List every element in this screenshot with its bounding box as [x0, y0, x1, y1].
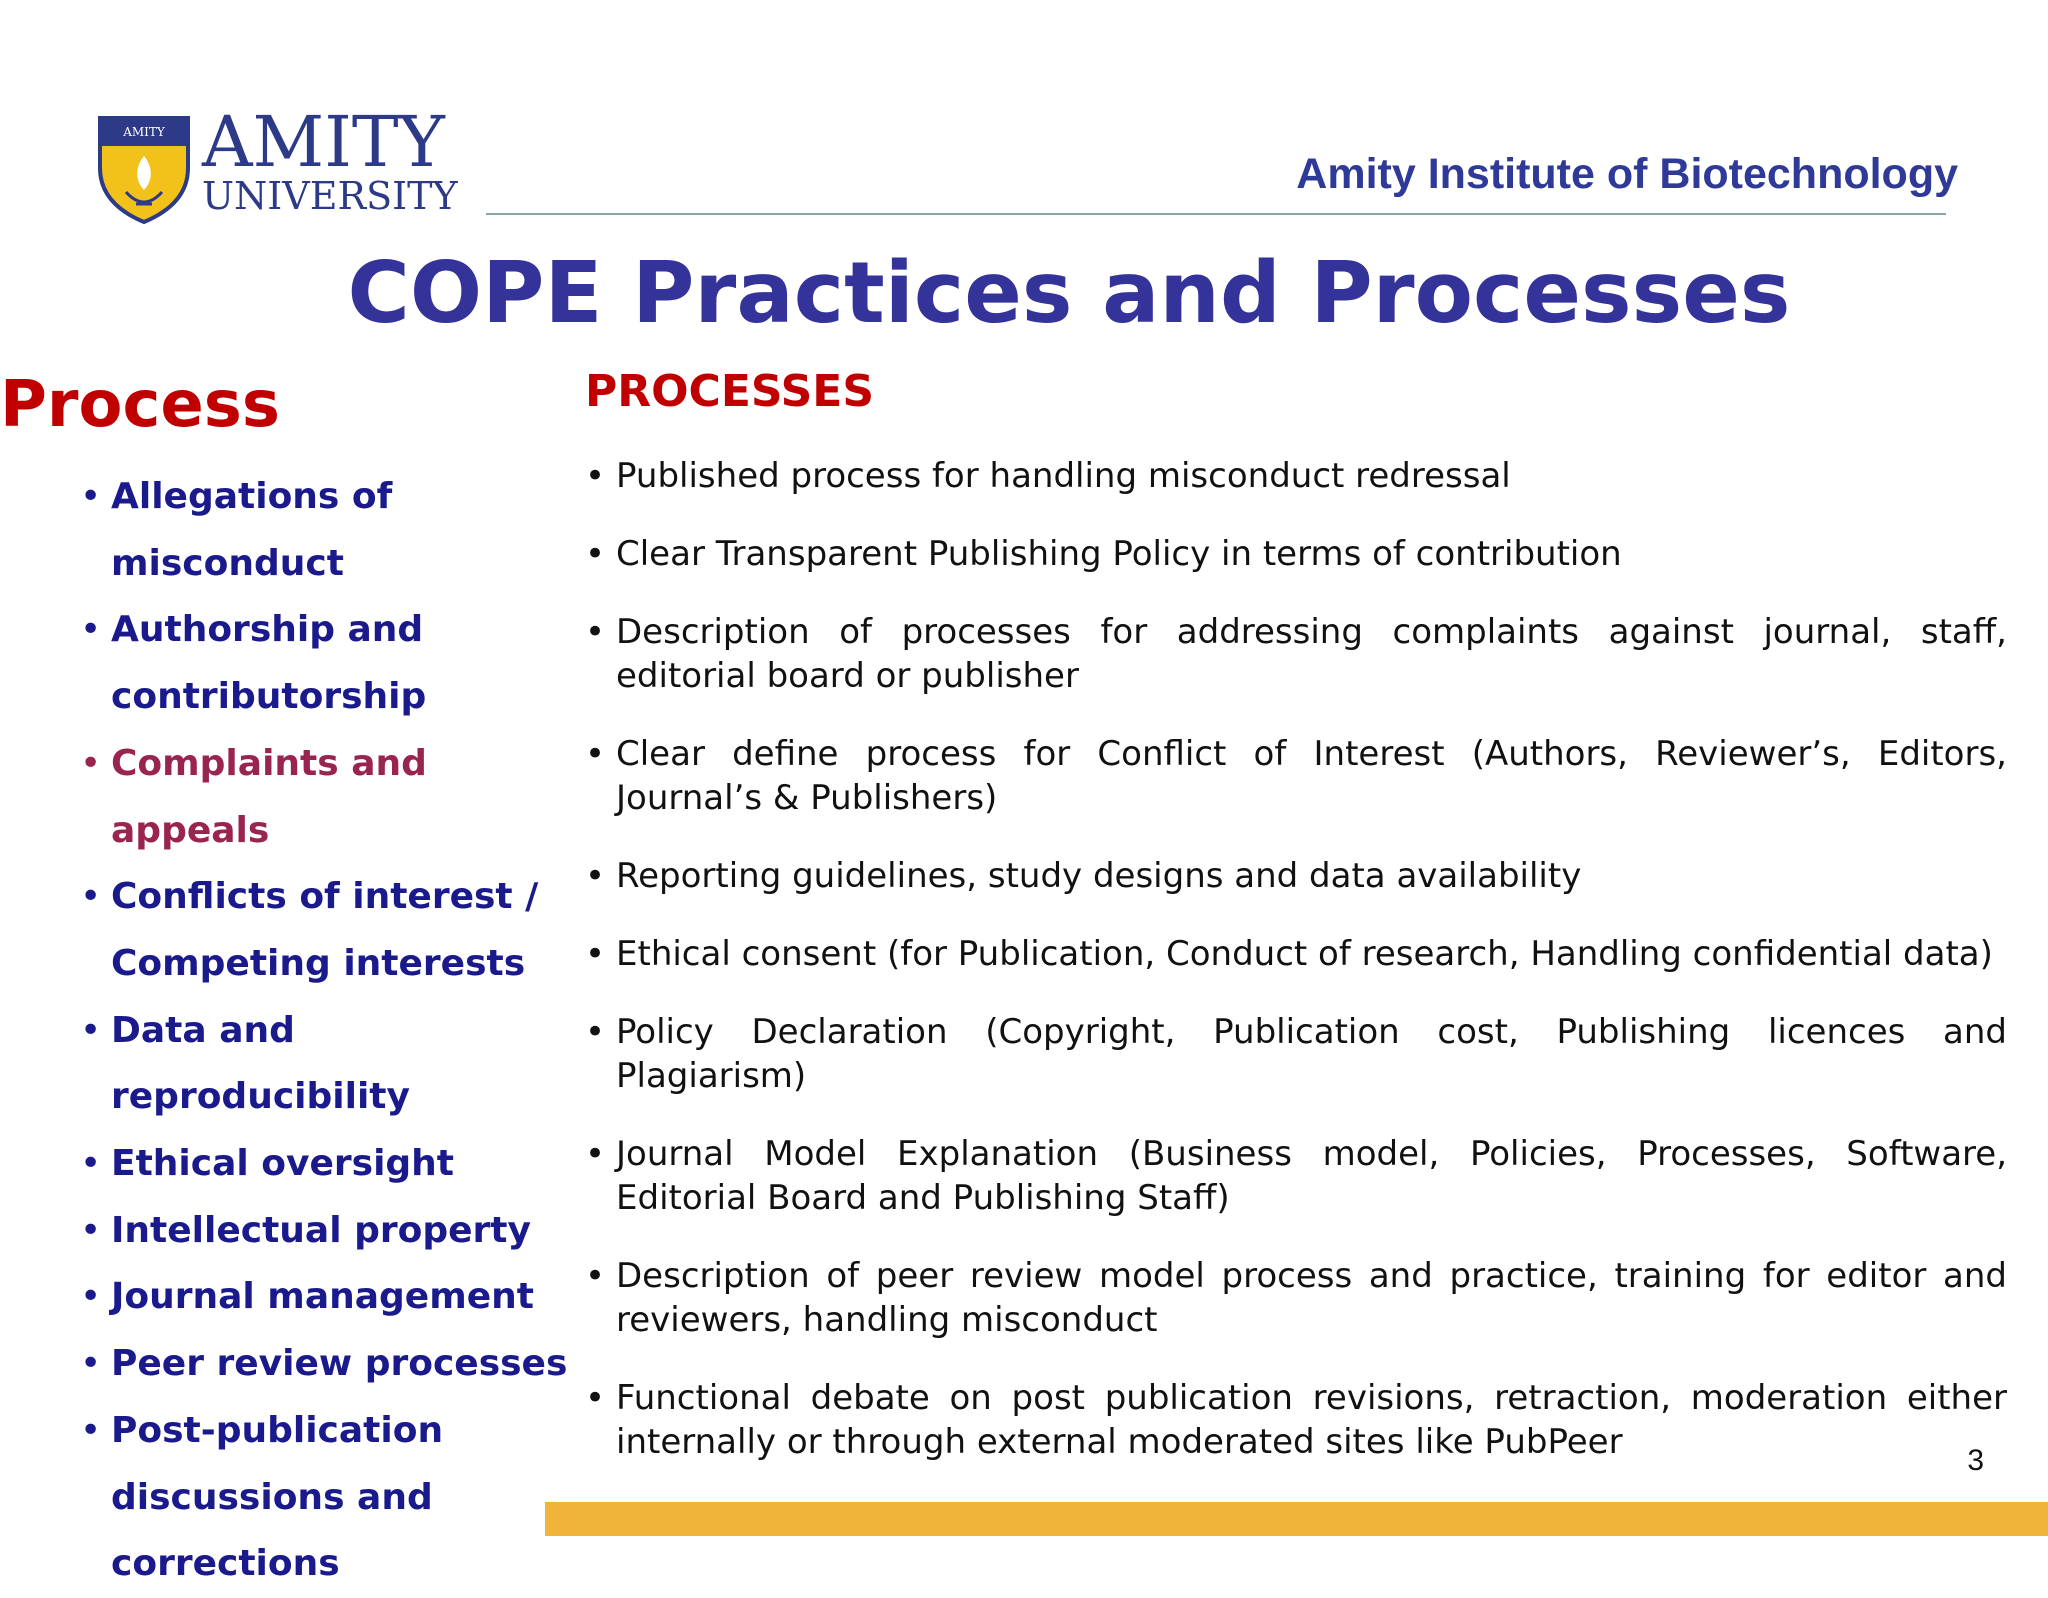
header-divider	[486, 213, 1946, 215]
slide-title: COPE Practices and Processes	[347, 244, 1791, 343]
process-item-post-publication: • Post-publication discussions and corrections	[80, 1398, 580, 1598]
processes-item: • Clear Transparent Publishing Policy in terms of contribution	[585, 532, 2007, 576]
processes-heading: PROCESSES	[585, 366, 875, 417]
process-item-ethical: • Ethical oversight	[80, 1131, 580, 1198]
amity-logo	[96, 101, 458, 226]
process-list	[80, 464, 580, 1598]
processes-item: • Published process for handling misconduct redressal	[585, 454, 2007, 498]
process-item-peer-review: • Peer review processes	[80, 1331, 580, 1398]
processes-item: • Ethical consent (for Publication, Conduct of research, Handling confidential data)	[585, 932, 2007, 976]
logo-subtitle: UNIVERSITY	[202, 174, 458, 218]
process-item-journal: • Journal management	[80, 1264, 580, 1331]
process-item-authorship: • Authorship and contributorship	[80, 597, 580, 730]
process-item-data: • Data and reproducibility	[80, 998, 580, 1131]
process-item-allegations: • Allegations of misconduct	[80, 464, 580, 597]
amity-crest-icon	[96, 112, 192, 224]
processes-item: • Description of processes for addressing complaints against journal, staff, editorial board or publisher	[585, 610, 2007, 698]
institute-name: Amity Institute of Biotechnology	[1296, 150, 1958, 198]
process-item-complaints: • Complaints and appeals	[80, 731, 580, 864]
processes-item: • Reporting guidelines, study designs and data availability	[585, 854, 2007, 898]
processes-list	[585, 454, 2007, 1498]
footer-bar	[545, 1502, 2048, 1536]
processes-item: • Description of peer review model process and practice, training for editor and reviewers, handling misconduct	[585, 1254, 2007, 1342]
crest-text: AMITY	[123, 125, 165, 139]
process-heading: Process	[0, 368, 280, 442]
page-number: 3	[1967, 1444, 1984, 1477]
process-item-ip: • Intellectual property	[80, 1198, 580, 1265]
processes-item: • Functional debate on post publication revisions, retraction, moderation either internally or through external moderated sites like PubPeer	[585, 1376, 2007, 1464]
logo-name: AMITY	[202, 101, 445, 183]
processes-item: • Policy Declaration (Copyright, Publication cost, Publishing licences and Plagiarism)	[585, 1010, 2007, 1098]
process-item-conflicts: • Conflicts of interest / Competing interests	[80, 864, 580, 997]
processes-item: • Clear define process for Conflict of Interest (Authors, Reviewer’s, Editors, Journal’s & Publishers)	[585, 732, 2007, 820]
processes-item: • Journal Model Explanation (Business model, Policies, Processes, Software, Editorial Board and Publishing Staff)	[585, 1132, 2007, 1220]
